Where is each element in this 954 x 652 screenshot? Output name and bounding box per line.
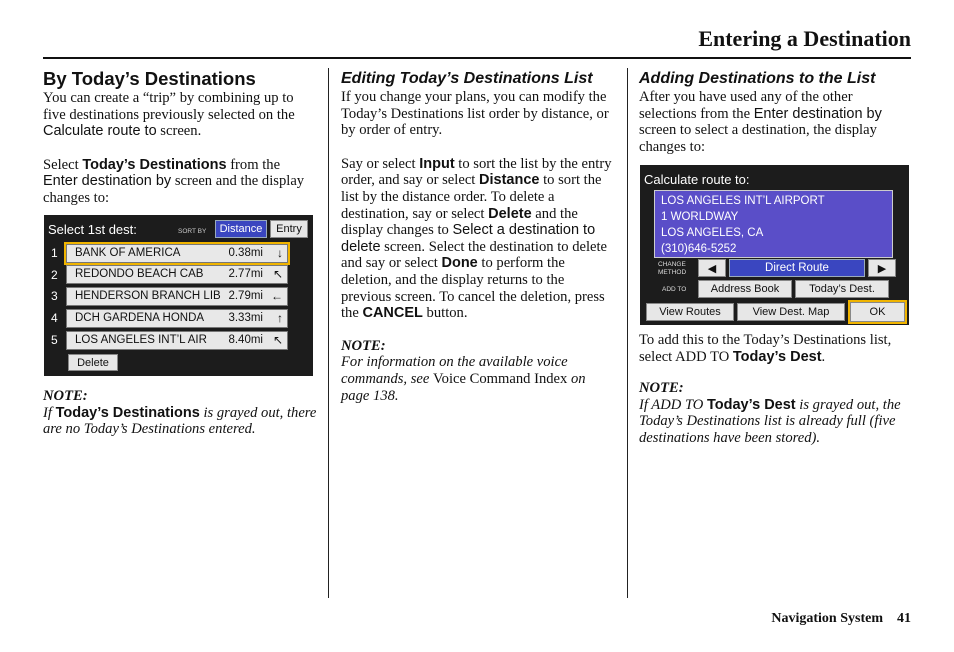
address-line: LOS ANGELES INT’L AIRPORT [661,195,825,207]
destination-row[interactable] [66,265,288,284]
screen-title: Calculate route to: [644,172,750,187]
direction-arrow-icon: ↑ [277,311,283,325]
address-line: 1 WORLDWAY [661,211,739,223]
distance: 3.33mi [228,312,263,324]
page-title: Entering a Destination [698,26,911,51]
address-book-button[interactable]: Address Book [698,280,792,298]
destination-address-box [654,190,893,258]
section-heading: Adding Destinations to the List [639,70,876,87]
text: For information on the available voice commands, see [341,354,568,387]
column-3-lower [639,332,911,447]
text: To add this to the Today’s Destinations list, select ADD TO [639,332,892,365]
command-name: Distance [479,172,540,189]
destination-row[interactable] [66,309,288,328]
text: screen. Select the destination to delete and say or select [341,238,608,272]
footer-section: Navigation System [771,611,883,626]
view-routes-button[interactable]: View Routes [646,303,734,321]
text: If ADD TO [639,396,707,413]
distance: 2.79mi [228,290,263,302]
sort-by-label: SORT BY [178,228,207,235]
column-divider-1 [328,68,329,598]
address-line: LOS ANGELES, CA [661,227,764,239]
column-1 [43,68,317,207]
command-name: Today’s Dest [732,348,822,365]
screen-name: Calculate route to [43,123,157,140]
text: If [43,404,56,421]
text: to sort the list by the distance order. To delete a destination, say or select [341,172,602,222]
change-method-label: CHANGE METHOD [658,261,687,276]
view-dest-map-button[interactable]: View Dest. Map [737,303,845,321]
text: is grayed out, there are no Today’s Destinations entered. [43,404,317,438]
intro-paragraph [43,90,317,140]
method-prev-button[interactable] [698,259,726,277]
left-arrow-icon: ◀ [707,262,717,275]
text: button. [422,305,468,322]
select-paragraph [43,157,317,207]
page-number: 41 [897,611,911,626]
address-line: (310)646-5252 [661,243,737,255]
text: screen to select a destination, the display changes to: [639,122,877,155]
note-heading: NOTE: [639,380,684,397]
note-text [341,354,613,404]
note-heading: NOTE: [341,337,386,354]
command-name: CANCEL [362,305,423,322]
destination-name: LOS ANGELES INT’L AIR [75,334,207,346]
text: on page 138. [341,370,586,404]
command-name: Done [441,255,478,272]
method-next-button[interactable] [868,259,896,277]
direction-arrow-icon: ↖ [272,333,283,347]
direction-arrow-icon: ← [271,289,283,303]
command-name: Today’s Destinations [82,156,227,173]
text: and the display changes to [341,205,578,239]
command-name: Input [419,155,455,172]
screen-name: Select a destination to delete [341,222,596,255]
command-name: Today’s Destinations [55,404,200,421]
column-2 [341,68,613,404]
destination-row[interactable] [66,331,288,350]
destination-name: DCH GARDENA HONDA [75,312,205,324]
direction-arrow-icon: ↖ [272,267,283,281]
section-heading: Editing Today’s Destinations List [341,70,593,87]
entry-button[interactable]: Entry [270,220,308,238]
text: After you have used any of the other selections from the [639,89,853,122]
distance: 8.40mi [228,334,263,346]
todays-dest-button[interactable]: Today’s Dest. [795,280,889,298]
nav-screen-calculate-route [640,165,909,325]
destination-row[interactable] [66,287,288,306]
column-3 [639,68,911,155]
note-text [639,397,911,447]
intro-paragraph: If you change your plans, you can modify the Today’s Destinations list order by distance, or by order of entry. [341,89,609,139]
text: from the [226,156,281,173]
text: . [821,348,826,365]
text: screen and the display changes to: [43,173,305,206]
text: Select [43,156,83,173]
instructions-paragraph [341,156,613,322]
screen-title: Select 1st dest: [48,222,137,237]
delete-button[interactable]: Delete [68,354,118,371]
add-paragraph [639,332,911,365]
column-1-note [43,388,317,438]
text: is grayed out, the Today’s Destinations list is already full (five destinations have been stored). [639,396,901,446]
distance-button[interactable]: Distance [215,220,267,238]
row-number: 2 [51,268,58,282]
direction-arrow-icon: ↓ [277,246,283,260]
text: to perform the deletion, and the display returns to the previous screen. To cancel the deletion, press the [341,255,605,322]
row-number: 1 [51,246,58,260]
row-number: 4 [51,311,58,325]
text: Say or select [341,155,420,172]
destination-name: HENDERSON BRANCH LIB [75,290,221,302]
text: to sort the list by the entry order, and say or select [341,155,612,189]
command-name: Today’s Dest [706,396,796,413]
column-divider-2 [627,68,628,598]
header-rule [43,57,911,59]
row-number: 5 [51,333,58,347]
destination-name: BANK OF AMERICA [75,247,181,259]
note-text [43,405,317,438]
distance: 0.38mi [228,247,263,259]
text: You can create a “trip” by combining up to five destinations previously selected on the [43,90,295,123]
section-heading: By Today’s Destinations [43,68,256,89]
right-arrow-icon: ▶ [877,262,887,275]
note-heading: NOTE: [43,388,88,404]
route-method-display: Direct Route [729,259,865,277]
nav-screen-select-dest [44,215,313,376]
reference-name: Voice Command Index [433,370,568,387]
row-number: 3 [51,289,58,303]
command-name: Delete [488,205,532,222]
screen-name: Enter destination by [43,173,172,190]
distance: 2.77mi [228,268,263,280]
destination-name: REDONDO BEACH CAB [75,268,204,280]
screen-name: Enter destination by [753,105,882,122]
text: screen. [156,123,202,140]
intro-paragraph [639,89,911,155]
page-footer [771,611,911,627]
destination-row[interactable] [66,244,288,263]
ok-button[interactable]: OK [850,302,905,322]
add-to-label: ADD TO [662,286,687,293]
